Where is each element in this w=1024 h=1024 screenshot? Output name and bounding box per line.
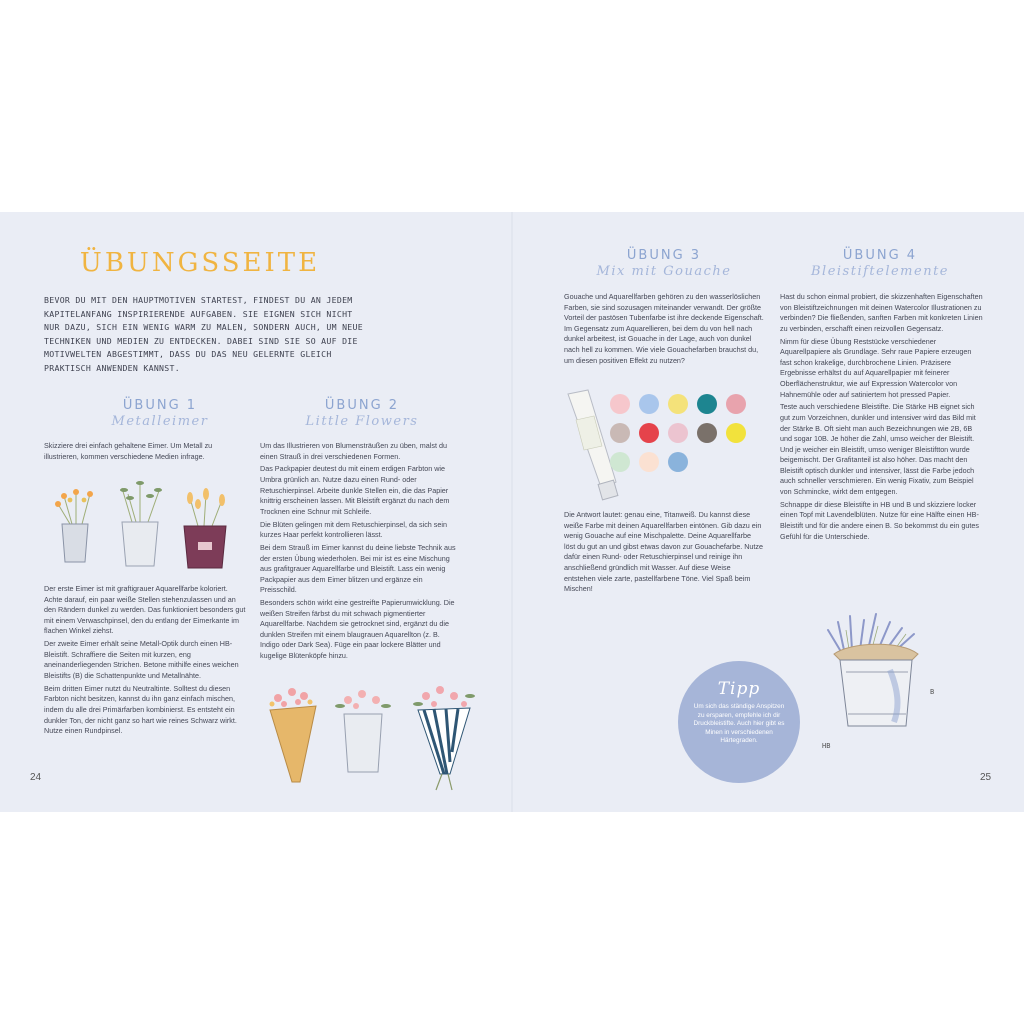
exercise-1-subtitle: Metalleimer [111,414,209,429]
exercise-4-text [780,292,984,544]
page-number-left: 24 [30,772,42,783]
buckets-illustration [52,474,242,574]
exercise-4-number: ÜBUNG 4 [842,248,918,263]
exercise-4-paragraph-3: Teste auch verschiedene Bleistifte. Die Stärke HB eignet sich gut zum Vorzeichnen, dunkler und intensiver wird das Bild mit der Stärke B. Oft sieht man auch Bezeichnungen wie 2B, 6B und sogar 10B. Je höher die Zahl, umso weicher der Bleistift. Und je weicher ein Bleistift, umso weniger Bleistiftton wurde beigemischt. Der Grafitanteil ist also höher. Das macht den Bleistift optisch dunkler und intensiver, lässt die Farbe jedoch auch schneller verschmieren. Ein wenig Fixativ, zum Beispiel von Schmincke, wirkt dem entgegen. [780,402,976,497]
exercise-4-heading [806,248,954,279]
color-swatch [639,423,659,443]
exercise-2-heading [296,398,428,429]
exercise-2-paragraph-1: Um das Illustrieren von Blumensträußen zu üben, malst du einen Strauß in drei verschiedenen Formen. [260,441,447,461]
lavender-pot-illustration [820,610,936,740]
color-swatch [610,394,630,414]
color-swatch [697,394,717,414]
tip-circle [678,661,800,783]
tip-text: Um sich das ständige Anspitzen zu ersparen, empfehle ich dir Druckbleistifte. Auch hier gibt es Minen in verschiedenen Härtegraden. [693,703,785,745]
color-swatch [610,452,630,472]
pencil-label-hb: HB [822,742,831,750]
exercise-3-heading [590,248,738,279]
pencil-label-b: B [930,688,935,696]
color-swatch [726,394,746,414]
exercise-3-subtitle: Mix mit Gouache [596,264,732,279]
color-swatch [639,452,659,472]
intro-text: BEVOR DU MIT DEN HAUPTMOTIVEN STARTEST, FINDEST DU AN JEDEM KAPITELANFANG INSPIRIERENDE AUFGABEN. SIE EIGNEN SICH NICHT NUR DAZU, SICH EIN WENIG WARM ZU MALEN, SONDERN AUCH, UM NEUE TECHNIKEN UND MEDIEN ZU ENTDECKEN. DABEI SIND SIE SO AUF DIE MOTIVWELTEN ABGESTIMMT, DASS DU DAS NEU GELERNTE GLEICH PRAKTISCH ANWENDEN KANNST. [44,295,363,373]
color-swatch [668,452,688,472]
color-swatch [726,423,746,443]
color-swatch [697,423,717,443]
page-title: ÜBUNGSSEITE [79,248,321,278]
exercise-2-paragraph-2: Das Packpapier deutest du mit einem erdigen Farbton wie Umbra grünlich an. Nutze dazu einen Rund- oder Retuschierpinsel. Arbeite dunkle Stellen ein, die das Papier knittrig erscheinen lassen. Mit Bleistift ergänzt du nach dem Trocknen eine Schnur mit Schleife. [260,464,450,516]
exercise-1-text [44,584,246,739]
exercise-2-paragraph-5: Besonders schön wirkt eine gestreifte Papierumwicklung. Die weißen Streifen färbst du mit schwach pigmentierter Aquarellfarbe. Nachdem sie getrocknet sind, ergänzt du die dunklen Streifen mit einem blaugrauen Aquarellton (z. B. Indigo oder Dark Sea). Füge ein paar lockere Blätter und kugelige Blütenköpfe hinzu. [260,598,455,661]
page-number-right: 25 [980,772,992,783]
exercise-2-number: ÜBUNG 2 [324,398,400,413]
color-swatch [610,423,630,443]
exercise-1-paragraph-3: Beim dritten Eimer nutzt du Neutraltinte. Solltest du diesen Farbton nicht besitzen, kannst du ihn ganz einfach mischen, indem du alle drei Primärfarben kombinierst. Es entsteht ein dunkler Ton, der nicht ganz so hart wie reines Schwarz wirkt. Nutze einen Rundpinsel. [44,683,237,736]
exercise-3-paragraph-1: Gouache und Aquarellfarben gehören zu den wasserlöslichen Farben, sie sind sozusagen miteinander verwandt. Der größte Vorteil der pastösen Tubenfarbe ist ihre deckende Eigenschaft. Im Gegensatz zum Aquarellieren, bei dem du von hell nach dunkel arbeitest, ist Gouache in der Lage, auch von dunkel nach hell zu kommen. Wie viele Gouachefarben brauchst du, um diesen positiven Effekt zu nutzen? [564,292,764,365]
exercise-1-paragraph-1: Der erste Eimer ist mit graftigrauer Aquarellfarbe koloriert. Achte darauf, ein paar weiße Stellen stehenzulassen und an den Rändern dunkel zu werden. Das funktioniert besonders gut mit einem Verwaschpinsel, den du entlang der Eimerkante im flachen Winkel ziehst. [44,584,246,636]
exercise-3-text-top [564,292,764,368]
exercise-1-intro: Skizziere drei einfach gehaltene Eimer. Um Metall zu illustrieren, kommen verschiedene Medien infrage. [44,441,213,461]
color-swatch [639,394,659,414]
exercise-2-paragraph-3: Die Blüten gelingen mit dem Retuschierpinsel, da sich sein kurzes Haar perfekt kontrollieren lässt. [260,519,447,540]
exercise-3-paragraph-2: Die Antwort lautet: genau eine, Titanweiß. Du kannst diese weiße Farbe mit deinen Aquarellfarben eintönen. Gib dazu ein wenig Gouache auf eine Mischpalette. Deine Aquarellfarbe löst du gut an und gibst etwas davon zur Gouachefarbe. Nutze dafür einen Rund- oder Retuschierpinsel und reinige ihn anschließend gründlich mit Wasser. Auf diese Weise entstehen viele zarte, pastellfarbene Töne. Viel Spaß beim Mischen! [564,510,763,594]
bouquets-illustration [264,682,484,794]
exercise-2-text [260,441,458,664]
exercise-4-subtitle: Bleistiftelemente [810,264,949,279]
exercise-3-text-bottom [564,510,764,597]
book-spread [0,212,1024,812]
color-swatch [668,394,688,414]
book-spine [511,212,513,812]
exercise-1-number: ÜBUNG 1 [122,398,198,413]
exercise-4-paragraph-1: Hast du schon einmal probiert, die skizzenhaften Eigenschaften von Bleistiftzeichnungen mit deinen Watercolor Illustrationen zu verbinden? Die fließenden, sanften Farben mit konkreten Linien zu verbinden, erschafft einen reizvollen Gegensatz. [780,292,983,333]
exercise-2-subtitle: Little Flowers [305,414,419,429]
color-swatches [608,392,748,472]
exercise-2-paragraph-4: Bei dem Strauß im Eimer kannst du deine liebste Technik aus der ersten Übung wiederholen. Bei mir ist es eine Mischung aus grafitgrauer Aquarellfarbe und Bleistift. Lass ein wenig Packpapier aus dem Eimer blitzen und ergänze ein Preisschild. [260,542,456,595]
exercise-1-heading [94,398,226,429]
exercise-4-paragraph-4: Schnappe dir diese Bleistifte in HB und B und skizziere locker einen Topf mit Lavendelblüten. Nutze für eine Hälfte einen HB-Bleistift und für die andere einen B. So bekommst du ein gutes Gefühl für die Unterschiede. [780,499,979,541]
exercise-1-paragraph-2: Der zweite Eimer erhält seine Metall-Optik durch einen HB-Bleistift. Schraffiere die Seiten mit kurzen, eng aneinanderliegenden Strichen. Betone mithilfe eines weichen Bleistifts (B) die Schattenpunkte und Metallnähte. [44,639,239,680]
color-swatch [668,423,688,443]
exercise-3-number: ÜBUNG 3 [626,248,702,263]
tip-title: Tipp [717,679,761,699]
exercise-4-paragraph-2: Nimm für diese Übung Reststücke verschiedener Aquarellpapiere als Grundlage. Sehr raue Papiere erzeugen fast schon krakelige, durchbrochene Linien. Präzisere Ergebnisse erhältst du auf Aquarellpapier mit feinerer Oberflächenstruktur, wie auf Expression Watercolor von Hahnemühle oder auf satiniertem hot pressed Papier. [780,336,972,399]
exercise-1-intro-block [44,441,246,464]
